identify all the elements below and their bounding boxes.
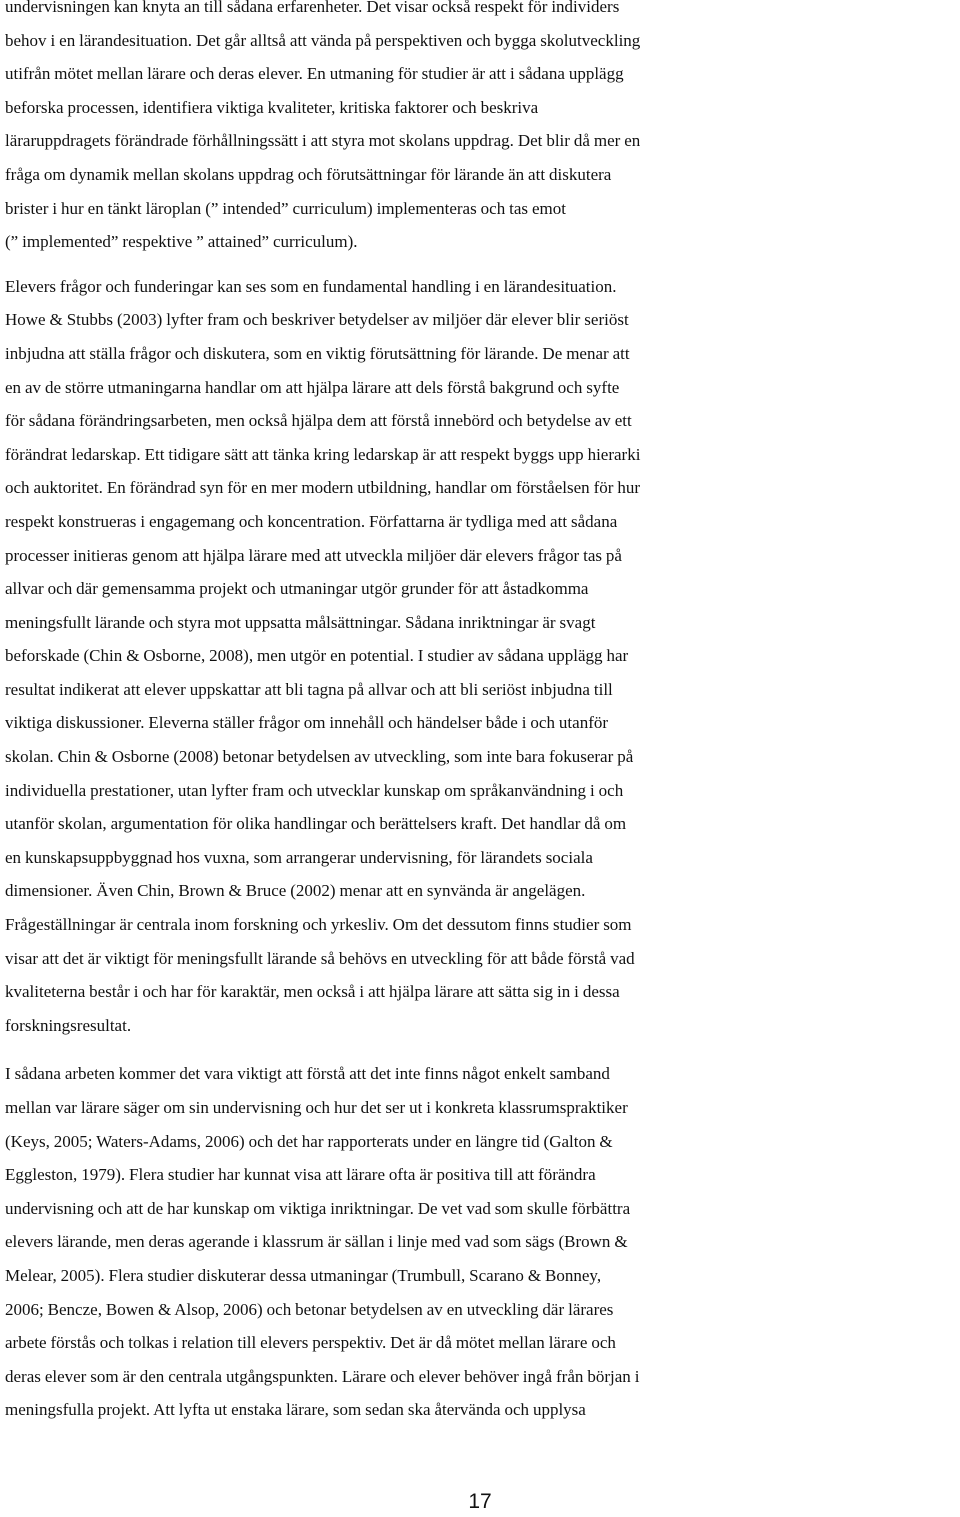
paragraph-spacer bbox=[5, 259, 957, 270]
text-line: och auktoritet. En förändrad syn för en mer modern utbildning, handlar om förståelsen för hur bbox=[5, 478, 641, 498]
text-line: arbete förstås och tolkas i relation till elevers perspektiv. Det är då mötet mellan lärare och bbox=[5, 1333, 616, 1353]
text-line: skolan. Chin & Osborne (2008) betonar betydelsen av utveckling, som inte bara fokuserar på bbox=[5, 747, 634, 767]
text-line: individuella prestationer, utan lyfter fram och utvecklar kunskap om språkanvändning i och bbox=[5, 780, 624, 800]
text-line: processer initieras genom att hjälpa lärare med att utveckla miljöer där elevers frågor tas på bbox=[5, 545, 622, 565]
text-line: I sådana arbeten kommer det vara viktigt att förstå att det inte finns något enkelt samband bbox=[5, 1064, 610, 1084]
text-line: visar att det är viktigt för meningsfullt lärande så behövs en utveckling för att både förstå vad bbox=[5, 948, 635, 968]
text-line: elevers lärande, men deras agerande i klassrum är sällan i linje med vad som sägs (Brown & bbox=[5, 1232, 628, 1252]
text-line: meningsfulla projekt. Att lyfta ut enstaka lärare, som sedan ska återvända och upplysa bbox=[5, 1400, 586, 1420]
paragraph-1 bbox=[5, 0, 957, 259]
text-line: Howe & Stubbs (2003) lyfter fram och beskriver betydelser av miljöer där elever blir seriöst bbox=[5, 310, 629, 330]
text-line: inbjudna att ställa frågor och diskutera, som en viktig förutsättning för lärande. De menar att bbox=[5, 343, 630, 363]
text-line: en kunskapsuppbyggnad hos vuxna, som arrangerar undervisning, för lärandets sociala bbox=[5, 847, 593, 867]
text-line: viktiga diskussioner. Eleverna ställer frågor om innehåll och händelser både i och utanför bbox=[5, 713, 609, 733]
text-line: forskningsresultat. bbox=[5, 1015, 132, 1035]
text-line: behov i en lärandesituation. Det går alltså att vända på perspektiven och bygga skolutveckling bbox=[5, 30, 641, 50]
paragraph-3 bbox=[5, 1057, 957, 1427]
text-line: beforska processen, identifiera viktiga kvaliteter, kritiska faktorer och beskriva bbox=[5, 97, 539, 117]
text-line: fråga om dynamik mellan skolans uppdrag och förutsättningar för lärande än att diskutera bbox=[5, 164, 612, 184]
text-line: resultat indikerat att elever uppskattar att bli tagna på allvar och att bli seriöst inbjudna till bbox=[5, 679, 613, 699]
text-line: för sådana förändringsarbeten, men också hjälpa dem att förstå innebörd och betydelse av ett bbox=[5, 411, 632, 431]
text-line: deras elever som är den centrala utgångspunkten. Lärare och elever behöver ingå från början i bbox=[5, 1366, 640, 1386]
page-number: 17 bbox=[468, 1490, 492, 1513]
text-line: läraruppdragets förändrade förhållningssätt i att styra mot skolans uppdrag. Det blir då mer en bbox=[5, 131, 641, 151]
paragraph-spacer bbox=[5, 1042, 957, 1057]
paragraph-2 bbox=[5, 270, 957, 1043]
text-line: respekt konstrueras i engagemang och koncentration. Författarna är tydliga med att sådana bbox=[5, 511, 618, 531]
text-line: kvaliteterna består i och har för karaktär, men också i att hjälpa lärare att sätta sig in i dessa bbox=[5, 982, 620, 1002]
text-line: undervisning och att de har kunskap om viktiga inriktningar. De vet vad som skulle förbättra bbox=[5, 1198, 631, 1218]
text-line: 2006; Bencze, Bowen & Alsop, 2006) och betonar betydelsen av en utveckling där lärares bbox=[5, 1299, 614, 1319]
text-line: Melear, 2005). Flera studier diskuterar dessa utmaningar (Trumbull, Scarano & Bonney, bbox=[5, 1265, 602, 1285]
document-page bbox=[5, 0, 957, 1427]
text-line: Eggleston, 1979). Flera studier har kunnat visa att lärare ofta är positiva till att förändra bbox=[5, 1165, 596, 1185]
text-line: Elevers frågor och funderingar kan ses som en fundamental handling i en lärandesituation. bbox=[5, 276, 617, 296]
text-line: förändrat ledarskap. Ett tidigare sätt att tänka kring ledarskap är att respekt byggs upp hierarki bbox=[5, 444, 641, 464]
text-line: utifrån mötet mellan lärare och deras elever. En utmaning för studier är att i sådana upplägg bbox=[5, 64, 624, 84]
text-line: mellan var lärare säger om sin undervisning och hur det ser ut i konkreta klassrumspraktiker bbox=[5, 1098, 628, 1117]
text-line: allvar och där gemensamma projekt och utmaningar utgör grunder för att åstadkomma bbox=[5, 579, 589, 599]
text-line: Frågeställningar är centrala inom forskning och yrkesliv. Om det dessutom finns studier som bbox=[5, 915, 632, 935]
text-line: (Keys, 2005; Waters-Adams, 2006) och det har rapporterats under en längre tid (Galton & bbox=[5, 1131, 613, 1151]
text-line: beforskade (Chin & Osborne, 2008), men utgör en potential. I studier av sådana upplägg har bbox=[5, 646, 629, 666]
text-line: dimensioner. Även Chin, Brown & Bruce (2002) menar att en synvända är angelägen. bbox=[5, 881, 586, 901]
text-line: utanför skolan, argumentation för olika handlingar och berättelsers kraft. Det handlar då om bbox=[5, 814, 627, 834]
text-line: undervisningen kan knyta an till sådana erfarenheter. Det visar också respekt för individers bbox=[5, 0, 620, 16]
text-line: en av de större utmaningarna handlar om att hjälpa lärare att dels förstå bakgrund och syfte bbox=[5, 377, 620, 397]
text-line: (” implemented” respektive ” attained” curriculum). bbox=[5, 232, 358, 252]
text-line: meningsfullt lärande och styra mot uppsatta målsättningar. Sådana inriktningar är svagt bbox=[5, 612, 596, 632]
text-line: brister i hur en tänkt läroplan (” intended” curriculum) implementeras och tas emot bbox=[5, 198, 566, 218]
